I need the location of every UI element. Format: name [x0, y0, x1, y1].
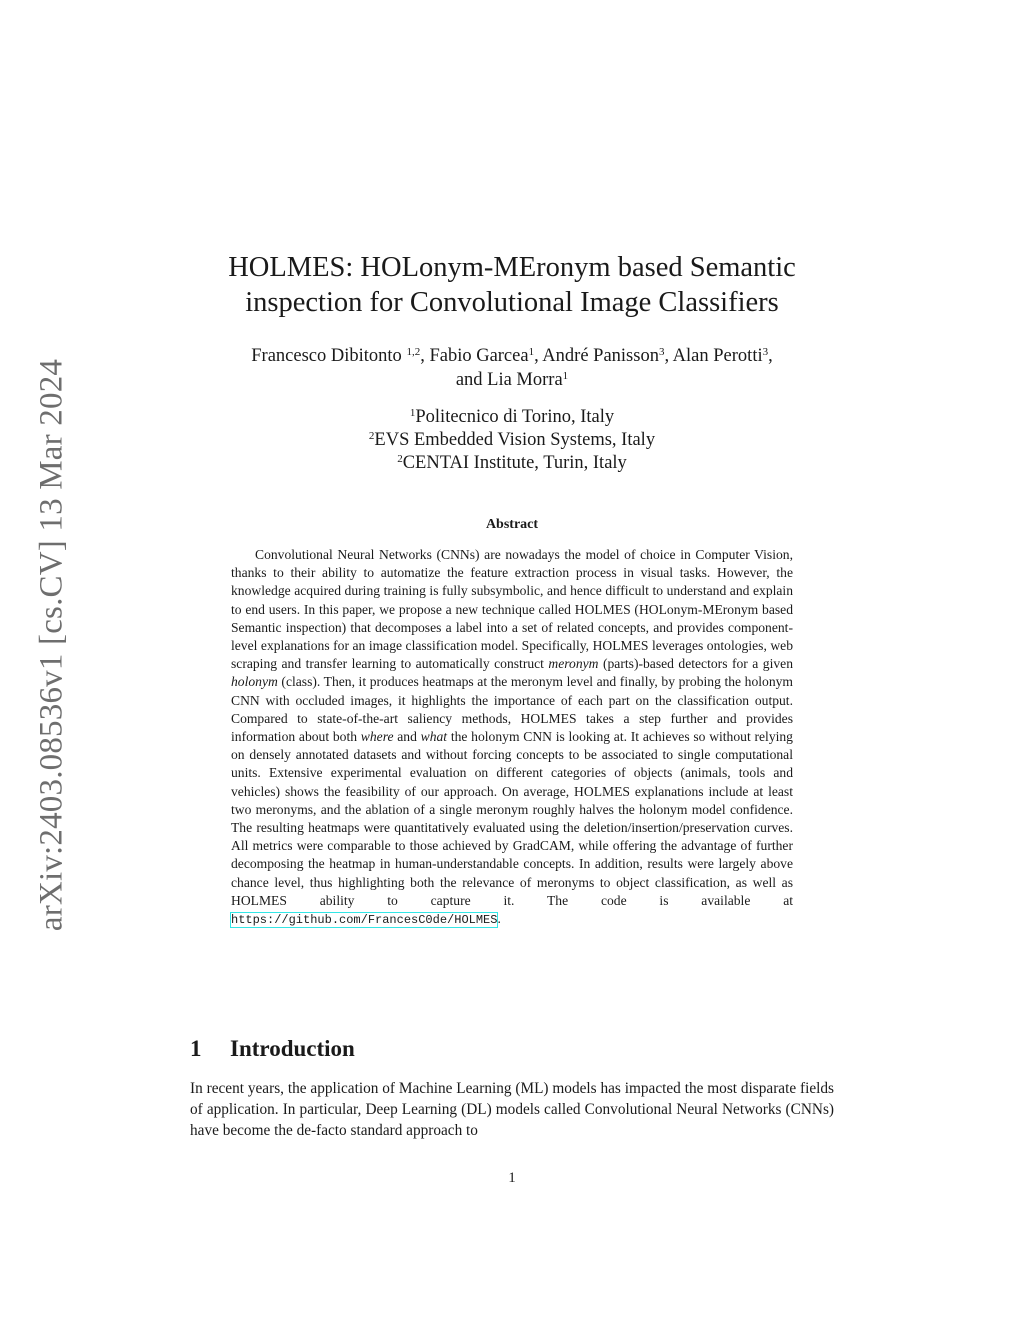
author-name: and Lia Morra: [455, 370, 563, 390]
abstract-emphasis: what: [420, 729, 448, 745]
abstract-heading: Abstract: [485, 517, 539, 532]
author-name: , André Panisson: [534, 346, 659, 366]
affiliation-marker: 3: [658, 346, 665, 358]
code-repository-link[interactable]: https://github.com/FrancesC0de/HOLMES: [231, 913, 498, 928]
affiliation-marker: 1,2: [406, 346, 421, 358]
abstract-emphasis: where: [360, 729, 394, 745]
introduction-paragraph: In recent years, the application of Machine Learning (ML) models has impacted the most disparate fields of application. In particular, Deep Learning (DL) models called Convolutional Neural Networks (CNNs) have become the de-facto standard approach to: [190, 1080, 834, 1139]
affiliation-marker: 2: [368, 430, 375, 442]
section-heading-introduction: [190, 1036, 355, 1062]
author-separator: ,: [768, 346, 773, 366]
affiliation-marker: 1: [528, 346, 535, 358]
title-line-1: HOLMES: HOLonym-MEronym based Semantic: [228, 252, 796, 283]
affiliation-list: [160, 406, 864, 475]
author-name: , Alan Perotti: [664, 346, 763, 366]
page-number: 1: [508, 1170, 516, 1186]
affiliation-item: [160, 452, 864, 475]
affiliation-item: [160, 406, 864, 429]
arxiv-identifier-stamp: arXiv:2403.08536v1 [cs.CV] 13 Mar 2024: [33, 358, 70, 932]
author-name: Francesco Dibitonto: [251, 346, 407, 366]
affiliation-item: [160, 429, 864, 452]
abstract-body: [231, 546, 793, 929]
affiliation-text: Politecnico di Torino, Italy: [415, 407, 615, 427]
affiliation-text: EVS Embedded Vision Systems, Italy: [374, 430, 656, 450]
affiliation-text: CENTAI Institute, Turin, Italy: [402, 453, 627, 473]
affiliation-marker: 1: [562, 370, 569, 382]
abstract-text: the holonym CNN is looking at. It achieves so without relying on densely annotated datasets and without forcing concepts to be associated to single computational units. Extensive experimental evaluation on different categories of objects (animals, tools and vehicles) shows the feasibility of our approach. On average, HOLMES explanations include at least two meronyms, and the ablation of a single meronym roughly halves the holonym model confidence. The resulting heatmaps were quantitatively evaluated using the deletion/insertion/preservation curves. All metrics were comparable to those achieved by GradCAM, while offering the advantage of further decomposing the heatmap in human-understandable concepts. In addition, results were largely above chance level, thus highlighting both the relevance of meronyms to object classification, as well as HOLMES ability to capture it. The code is available at: [231, 729, 793, 908]
abstract-text: and: [393, 729, 421, 745]
affiliation-marker: 3: [762, 346, 769, 358]
title-line-2: inspection for Convolutional Image Classifiers: [245, 287, 779, 318]
affiliation-marker: 1: [409, 407, 416, 419]
abstract-text: (parts)-based detectors for a given: [598, 656, 793, 672]
abstract-emphasis: meronym: [548, 656, 599, 672]
abstract-text: .: [497, 911, 501, 927]
author-list: [160, 344, 864, 392]
section-number: 1: [190, 1036, 202, 1061]
abstract-text: Convolutional Neural Networks (CNNs) are nowadays the model of choice in Computer Vision, thanks to their ability to automatize the feature extraction process in visual tasks. However, the knowledge acquired during training is fully subsymbolic, and hence difficult to understand and explain to end users. In this paper, we propose a new technique called HOLMES (HOLonym-MEronym based Semantic inspection) that decomposes a label into a set of related concepts, and provides component-level explanations for an image classification model. Specifically, HOLMES leverages ontologies, web scraping and transfer learning to automatically construct: [231, 547, 793, 672]
author-name: , Fabio Garcea: [420, 346, 529, 366]
abstract-emphasis: holonym: [231, 674, 278, 690]
abstract-text: (class). Then, it produces heatmaps at the meronym level and finally, by probing the holonym CNN with occluded images, it highlights the importance of each part on the classification output. Compared to state-of-the-art saliency methods, HOLMES takes a step further and provides information about both: [231, 674, 793, 745]
author-line-1: [160, 344, 864, 368]
paper-title: [160, 250, 864, 320]
author-line-2: [160, 368, 864, 392]
section-title: Introduction: [230, 1036, 355, 1061]
affiliation-marker: 2: [397, 453, 403, 465]
